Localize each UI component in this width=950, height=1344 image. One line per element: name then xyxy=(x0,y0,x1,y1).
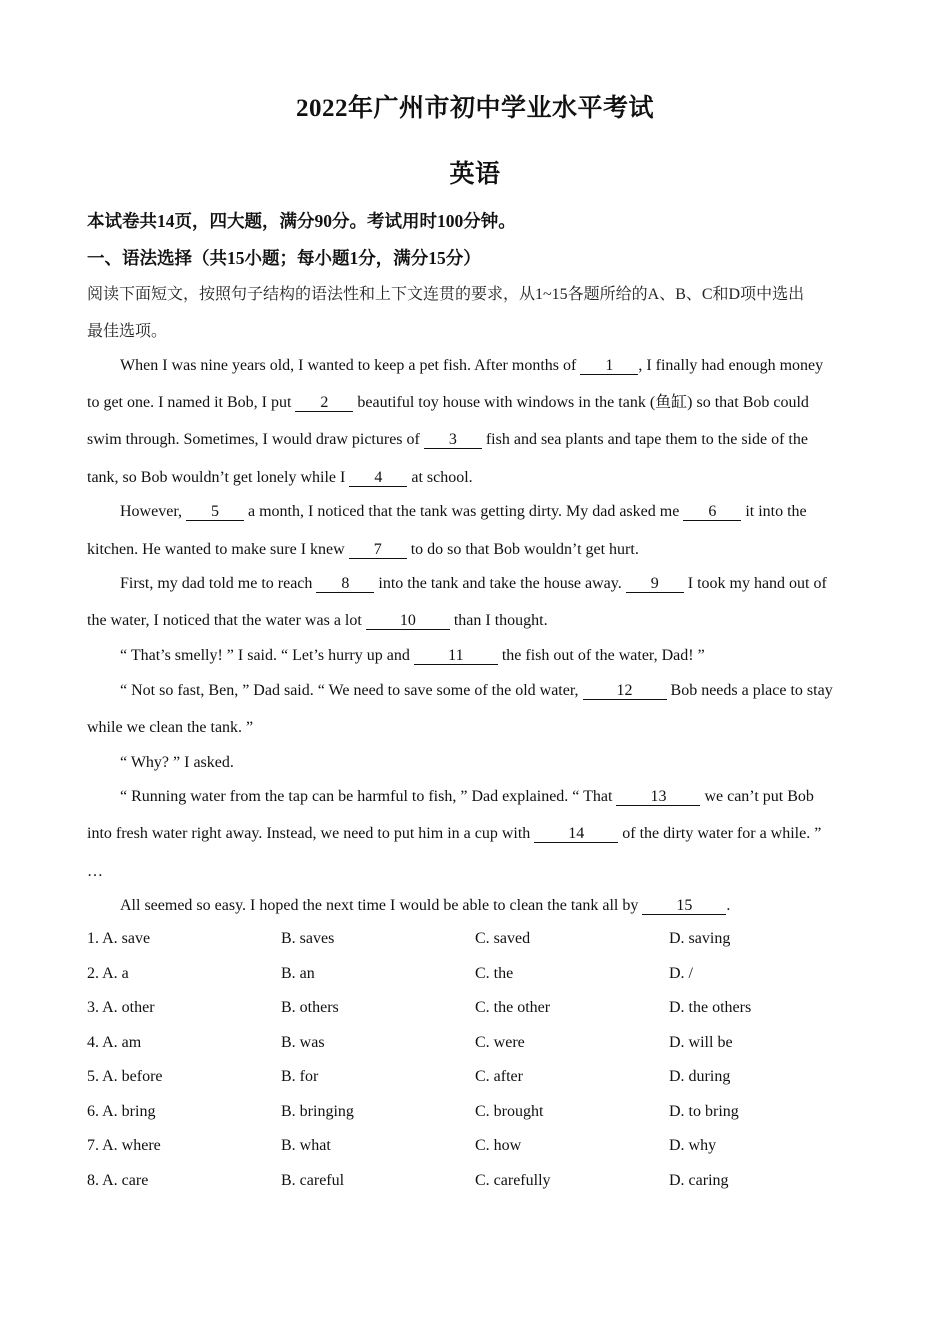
instruction-line-2: 最佳选项。 xyxy=(87,323,168,340)
option-c: C. were xyxy=(475,1034,525,1051)
passage-line xyxy=(120,355,862,377)
passage-text: of the dirty water for a while. ” xyxy=(618,825,822,842)
subject-title: 英语 xyxy=(449,161,501,188)
passage-text: into the tank and take the house away. xyxy=(374,575,626,592)
option-d: D. why xyxy=(669,1137,717,1154)
option-c: C. how xyxy=(475,1137,522,1154)
passage-text: at school. xyxy=(407,469,473,486)
instruction-line-1: 阅读下面短文，按照句子结构的语法性和上下文连贯的要求，从1~15各题所给的A、B、C和D项中选出 xyxy=(87,286,805,303)
passage-text: When I was nine years old, I wanted to keep a pet fish. After months of xyxy=(120,357,581,374)
passage-text: . xyxy=(726,897,731,914)
blank-10: 10 xyxy=(366,612,450,630)
option-d: D. saving xyxy=(669,930,731,947)
passage-line xyxy=(87,392,862,414)
passage-text: “ Not so fast, Ben, ” Dad said. “ We need to save some of the old water, xyxy=(120,682,583,699)
option-c: C. saved xyxy=(475,930,531,947)
passage-text: tank, so Bob wouldn’t get lonely while I xyxy=(87,469,350,486)
passage-line xyxy=(120,895,862,917)
option-a: 5. A. before xyxy=(87,1068,163,1085)
blank-6: 6 xyxy=(683,503,741,521)
passage-text: First, my dad told me to reach xyxy=(120,575,317,592)
option-c: C. after xyxy=(475,1068,523,1085)
passage-text: it into the xyxy=(741,503,807,520)
passage-text: a month, I noticed that the tank was getting dirty. My dad asked me xyxy=(244,503,684,520)
option-b: B. what xyxy=(281,1137,331,1154)
passage-text: However, xyxy=(120,503,186,520)
passage-line xyxy=(87,823,862,845)
passage-text: beautiful toy house with windows in the tank (鱼缸) so that Bob could xyxy=(353,394,809,411)
passage-line xyxy=(87,467,862,489)
paper-info: 本试卷共14页，四大题，满分90分。考试用时100分钟。 xyxy=(87,211,516,231)
option-b: B. was xyxy=(281,1034,325,1051)
passage-text: to get one. I named it Bob, I put xyxy=(87,394,296,411)
exam-title: 2022年广州市初中学业水平考试 xyxy=(295,95,654,122)
passage-text: fish and sea plants and tape them to the side of the xyxy=(481,431,808,448)
passage-line xyxy=(87,610,862,632)
option-row xyxy=(87,1172,887,1194)
option-a: 2. A. a xyxy=(87,965,129,982)
option-a: 7. A. where xyxy=(87,1137,161,1154)
option-row xyxy=(87,1068,887,1090)
blank-3: 3 xyxy=(424,431,482,449)
blank-9: 9 xyxy=(626,575,684,593)
passage-line xyxy=(120,501,862,523)
option-a: 6. A. bring xyxy=(87,1103,156,1120)
blank-11: 11 xyxy=(414,647,498,665)
ellipsis: … xyxy=(87,863,103,880)
option-d: D. to bring xyxy=(669,1103,739,1120)
blank-15: 15 xyxy=(642,897,726,915)
option-row xyxy=(87,1103,887,1125)
blank-12: 12 xyxy=(583,682,667,700)
blank-5: 5 xyxy=(186,503,244,521)
blank-2: 2 xyxy=(295,394,353,412)
option-a: 4. A. am xyxy=(87,1034,142,1051)
blank-13: 13 xyxy=(616,788,700,806)
passage-text: to do so that Bob wouldn’t get hurt. xyxy=(406,541,639,558)
passage-text: “ That’s smelly! ” I said. “ Let’s hurry up and xyxy=(120,647,414,664)
option-c: C. brought xyxy=(475,1103,544,1120)
passage-line xyxy=(120,645,862,667)
blank-4: 4 xyxy=(349,469,407,487)
passage-text: kitchen. He wanted to make sure I knew xyxy=(87,541,349,558)
option-row xyxy=(87,930,887,952)
option-b: B. others xyxy=(281,999,339,1016)
blank-14: 14 xyxy=(534,825,618,843)
section-heading: 一、语法选择（共15小题；每小题1分，满分15分） xyxy=(87,248,481,268)
passage-line xyxy=(87,539,862,561)
option-b: B. bringing xyxy=(281,1103,354,1120)
blank-7: 7 xyxy=(349,541,407,559)
passage-line: while we clean the tank. ” xyxy=(87,719,254,736)
passage-text: Bob needs a place to stay xyxy=(666,682,833,699)
passage-line: “ Why? ” I asked. xyxy=(120,754,234,771)
option-d: D. the others xyxy=(669,999,752,1016)
option-b: B. for xyxy=(281,1068,319,1085)
passage-line xyxy=(120,573,862,595)
passage-text: the fish out of the water, Dad! ” xyxy=(497,647,705,664)
passage-line xyxy=(120,680,862,702)
option-d: D. during xyxy=(669,1068,731,1085)
option-a: 1. A. save xyxy=(87,930,151,947)
option-a: 8. A. care xyxy=(87,1172,149,1189)
passage-text: , I finally had enough money xyxy=(638,357,824,374)
blank-1: 1 xyxy=(580,357,638,375)
option-d: D. will be xyxy=(669,1034,733,1051)
option-d: D. caring xyxy=(669,1172,729,1189)
option-row xyxy=(87,999,887,1021)
blank-8: 8 xyxy=(316,575,374,593)
option-c: C. the other xyxy=(475,999,551,1016)
passage-text: than I thought. xyxy=(449,612,548,629)
passage-text: we can’t put Bob xyxy=(700,788,814,805)
option-b: B. an xyxy=(281,965,315,982)
option-row xyxy=(87,965,887,987)
passage-text: into fresh water right away. Instead, we need to put him in a cup with xyxy=(87,825,535,842)
option-row xyxy=(87,1137,887,1159)
option-b: B. careful xyxy=(281,1172,345,1189)
option-a: 3. A. other xyxy=(87,999,155,1016)
passage-line xyxy=(87,429,862,451)
option-c: C. carefully xyxy=(475,1172,551,1189)
option-row xyxy=(87,1034,887,1056)
passage-text: I took my hand out of xyxy=(683,575,827,592)
option-d: D. / xyxy=(669,965,693,982)
passage-text: the water, I noticed that the water was a lot xyxy=(87,612,366,629)
option-c: C. the xyxy=(475,965,514,982)
passage-text: swim through. Sometimes, I would draw pictures of xyxy=(87,431,424,448)
passage-text: “ Running water from the tap can be harmful to fish, ” Dad explained. “ That xyxy=(120,788,617,805)
option-b: B. saves xyxy=(281,930,335,947)
passage-text: All seemed so easy. I hoped the next time I would be able to clean the tank all by xyxy=(120,897,643,914)
passage-line xyxy=(120,786,862,808)
